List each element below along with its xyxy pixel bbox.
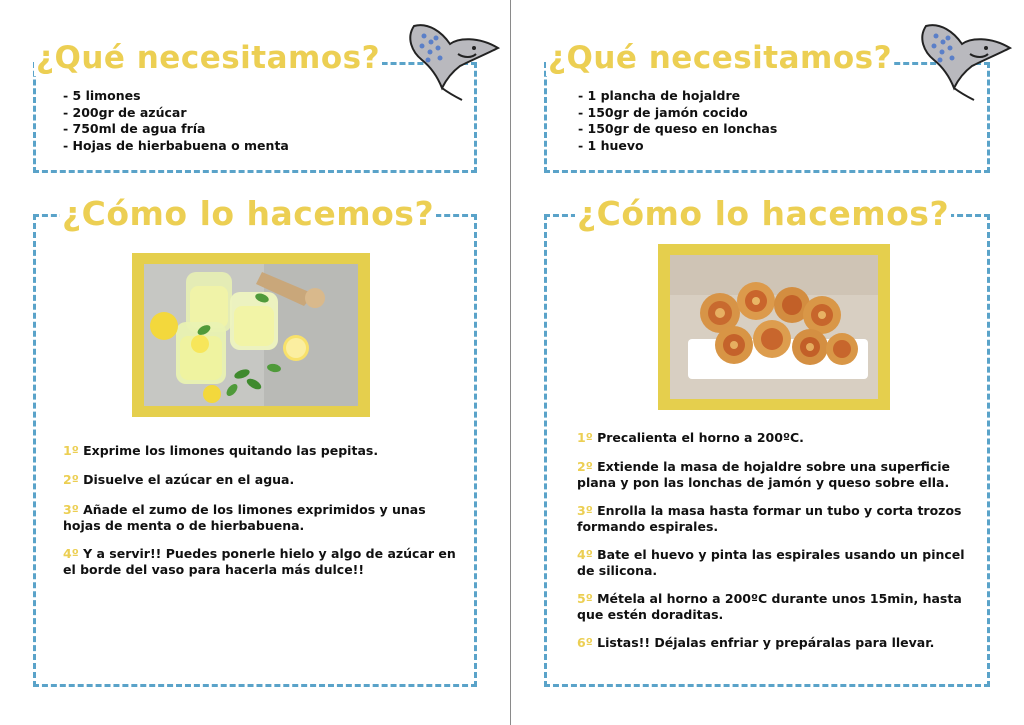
step-text: Añade el zumo de los limones exprimidos y unas hojas de menta o de hierbabuena. (63, 502, 426, 533)
ingredient-item: - 1 huevo (578, 137, 644, 153)
step-text: Métela al horno a 200ºC durante unos 15min, hasta que estén doraditas. (577, 591, 962, 622)
puff-pastry-spirals-image (670, 255, 878, 399)
step-text: Disuelve el azúcar en el agua. (78, 472, 295, 487)
left-ingredient-list (63, 88, 289, 154)
step-number: 1º (577, 430, 593, 445)
left-needs-title: ¿Qué necesitamos? (36, 40, 381, 76)
step-item (63, 502, 453, 533)
step-item (63, 472, 294, 488)
step-number: 4º (577, 547, 593, 562)
step-item (577, 547, 969, 578)
ingredient-item: - 150gr de jamón cocido (578, 104, 748, 120)
left-how-title: ¿Cómo lo hacemos? (62, 194, 435, 233)
step-text: Enrolla la masa hasta formar un tubo y corta trozos formando espirales. (577, 503, 962, 534)
lemonade-glasses-image (144, 264, 358, 406)
step-text: Y a servir!! Puedes ponerle hielo y algo de azúcar en el borde del vaso para hacerla más dulce!! (63, 546, 456, 577)
step-number: 3º (63, 502, 79, 517)
ingredient-item: - 200gr de azúcar (63, 104, 187, 120)
left-steps (63, 443, 463, 593)
step-item (577, 503, 967, 534)
step-number: 4º (63, 546, 79, 561)
ingredient-item: - 1 plancha de hojaldre (578, 88, 741, 103)
step-number: 3º (577, 503, 593, 518)
stingray-icon (910, 18, 1014, 102)
step-item (577, 430, 804, 446)
right-photo-frame (658, 244, 890, 410)
step-number: 6º (577, 635, 593, 650)
right-steps (577, 430, 977, 660)
step-number: 5º (577, 591, 593, 606)
step-number: 2º (577, 459, 593, 474)
ingredient-item: - 750ml de agua fría (63, 121, 206, 136)
step-text: Extiende la masa de hojaldre sobre una superficie plana y pon las lonchas de jamón y queso sobre ella. (577, 459, 951, 490)
ingredient-item: - Hojas de hierbabuena o menta (63, 137, 289, 153)
step-text: Listas!! Déjalas enfriar y prepáralas para llevar. (592, 635, 935, 650)
ingredient-item: - 5 limones (63, 88, 141, 103)
step-text: Bate el huevo y pinta las espirales usando un pincel de silicona. (577, 547, 965, 578)
ingredient-item: - 150gr de queso en lonchas (578, 121, 778, 136)
page-divider (510, 0, 511, 725)
step-text: Exprime los limones quitando las pepitas. (78, 443, 379, 458)
step-number: 2º (63, 472, 79, 487)
stingray-icon (398, 18, 502, 102)
step-item (577, 591, 962, 622)
step-item (63, 443, 378, 459)
step-item (577, 635, 934, 651)
step-number: 1º (63, 443, 79, 458)
right-needs-title: ¿Qué necesitamos? (548, 40, 893, 76)
right-ingredient-list (578, 88, 777, 154)
step-text: Precalienta el horno a 200ºC. (592, 430, 804, 445)
left-photo-frame (132, 253, 370, 417)
step-item (577, 459, 962, 490)
right-how-title: ¿Cómo lo hacemos? (577, 194, 950, 233)
step-item (63, 546, 458, 577)
